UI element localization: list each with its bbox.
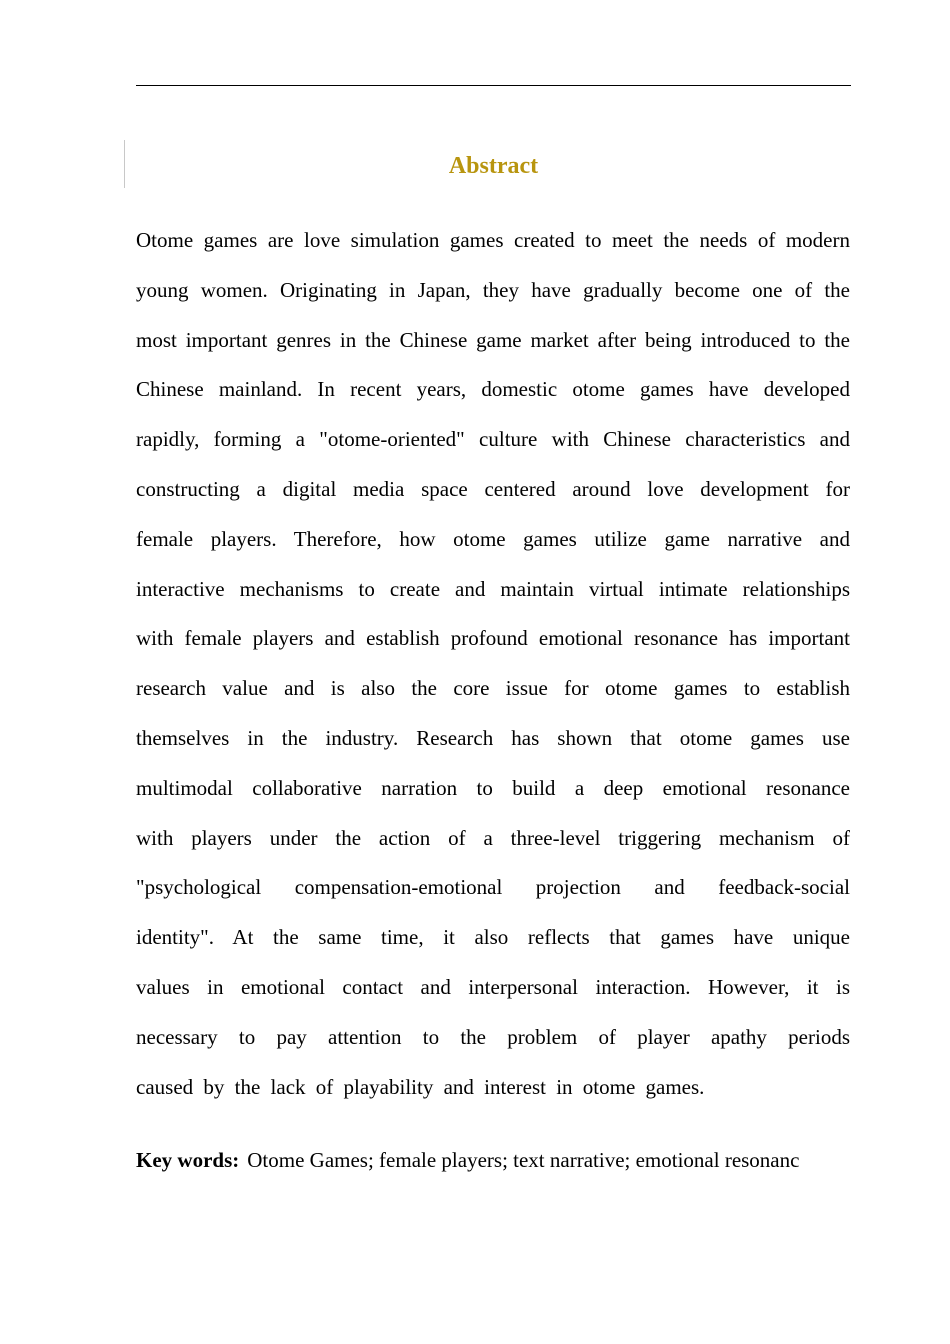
abstract-line: multimodal collaborative narration to build a deep emotional resonance — [136, 775, 850, 800]
keywords-text: Otome Games; female players; text narrative; emotional resonanc — [247, 1148, 800, 1172]
abstract-line: identity". At the same time, it also reflects that games have unique — [136, 925, 850, 950]
abstract-title: Abstract — [448, 153, 539, 179]
abstract-line: with players under the action of a three-level triggering mechanism of — [136, 825, 850, 850]
keywords-label: Key words: — [136, 1148, 240, 1172]
abstract-line: necessary to pay attention to the problem of player apathy periods — [136, 1024, 850, 1049]
margin-mark — [124, 140, 125, 188]
abstract-line: caused by the lack of playability and interest in otome games. — [136, 1074, 705, 1099]
abstract-line: young women. Originating in Japan, they have gradually become one of the — [136, 277, 850, 302]
abstract-line: research value and is also the core issue for otome games to establish — [136, 676, 850, 701]
abstract-line: with female players and establish profound emotional resonance has important — [136, 626, 850, 651]
abstract-line: "psychological compensation-emotional projection and feedback-social — [136, 875, 850, 900]
abstract-line: most important genres in the Chinese game market after being introduced to the — [136, 327, 850, 352]
abstract-line: interactive mechanisms to create and maintain virtual intimate relationships — [136, 576, 850, 601]
abstract-line: themselves in the industry. Research has shown that otome games use — [136, 725, 850, 750]
abstract-line: female players. Therefore, how otome games utilize game narrative and — [136, 526, 850, 551]
abstract-line: Chinese mainland. In recent years, domestic otome games have developed — [136, 377, 850, 402]
abstract-line: Otome games are love simulation games created to meet the needs of modern — [136, 228, 850, 252]
abstract-line: rapidly, forming a "otome-oriented" culture with Chinese characteristics and — [136, 427, 850, 452]
abstract-line: values in emotional contact and interpersonal interaction. However, it is — [136, 974, 850, 999]
abstract-line: constructing a digital media space centered around love development for — [136, 476, 850, 501]
header-rule — [136, 85, 851, 86]
keywords — [136, 1144, 856, 1176]
abstract-body — [136, 216, 850, 1112]
